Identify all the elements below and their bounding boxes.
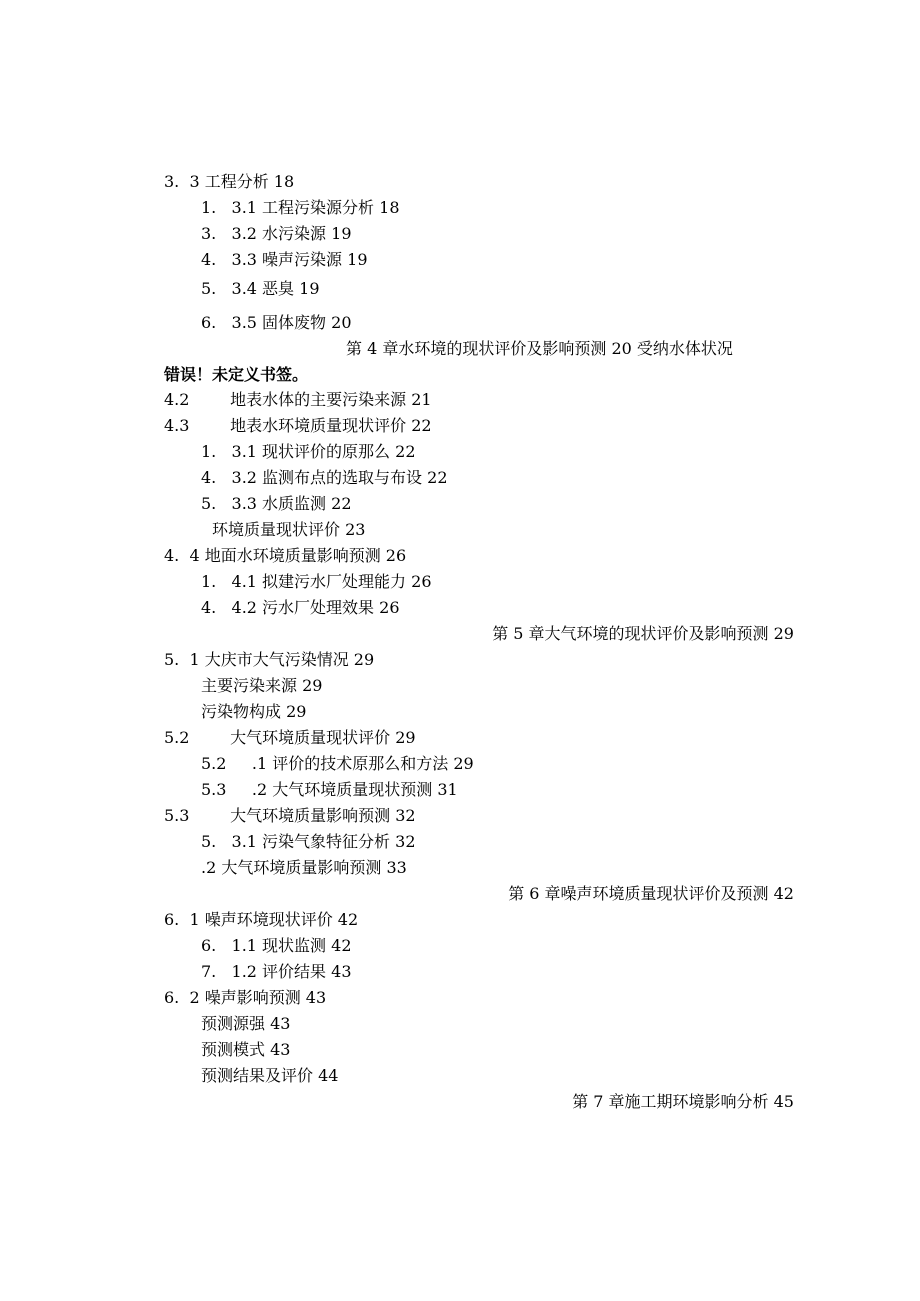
toc-entry-6-1-1: 6. 1.1 现状监测 42 <box>201 936 352 955</box>
toc-entry-6-1-2: 7. 1.2 评价结果 43 <box>201 962 352 981</box>
toc-entry-4-3-3: 5. 3.3 水质监测 22 <box>201 494 352 513</box>
toc-entry-6-2-2: 预测模式 43 <box>201 1040 291 1059</box>
toc-entry-5-1-1: 主要污染来源 29 <box>201 676 323 695</box>
toc-bookmark-error: 错误！未定义书签。 <box>164 365 309 384</box>
toc-entry-4-3-2: 4. 3.2 监测布点的选取与布设 22 <box>201 468 448 487</box>
toc-entry-3-3-3: 4. 3.3 噪声污染源 19 <box>201 250 368 269</box>
toc-entry-4-4-1: 1. 4.1 拟建污水厂处理能力 26 <box>201 572 432 591</box>
toc-entry-3-3-4: 5. 3.4 恶臭 19 <box>201 279 320 298</box>
toc-entry-6-2-1: 预测源强 43 <box>201 1014 291 1033</box>
toc-entry-5-1-2: 污染物构成 29 <box>201 702 307 721</box>
toc-entry-4-2: 4.2 地表水体的主要污染来源 21 <box>164 390 432 409</box>
toc-entry-5-2-2: 5.3 .2 大气环境质量现状预测 31 <box>201 780 458 799</box>
toc-entry-4-3: 4.3 地表水环境质量现状评价 22 <box>164 416 432 435</box>
toc-entry-4-4: 4. 4 地面水环境质量影响预测 26 <box>164 546 407 565</box>
toc-entry-3-3: 3. 3 工程分析 18 <box>164 172 295 191</box>
toc-entry-5-2-1: 5.2 .1 评价的技术原那么和方法 29 <box>201 754 474 773</box>
toc-entry-5-3: 5.3 大气环境质量影响预测 32 <box>164 806 416 825</box>
toc-entry-3-3-1: 1. 3.1 工程污染源分析 18 <box>201 198 400 217</box>
toc-entry-4-4-2: 4. 4.2 污水厂处理效果 26 <box>201 598 400 617</box>
toc-chapter-7: 第 7 章施工期环境影响分析 45 <box>572 1092 794 1111</box>
toc-entry-3-3-5: 6. 3.5 固体废物 20 <box>201 313 352 332</box>
toc-chapter-5: 第 5 章大气环境的现状评价及影响预测 29 <box>492 624 794 643</box>
toc-entry-5-1: 5. 1 大庆市大气污染情况 29 <box>164 650 375 669</box>
toc-entry-6-2: 6. 2 噪声影响预测 43 <box>164 988 327 1007</box>
toc-entry-3-3-2: 3. 3.2 水污染源 19 <box>201 224 352 243</box>
toc-entry-5-3-2: .2 大气环境质量影响预测 33 <box>201 858 407 877</box>
toc-entry-5-3-1: 5. 3.1 污染气象特征分析 32 <box>201 832 416 851</box>
toc-entry-6-1: 6. 1 噪声环境现状评价 42 <box>164 910 359 929</box>
toc-chapter-6: 第 6 章噪声环境质量现状评价及预测 42 <box>508 884 794 903</box>
toc-entry-6-2-3: 预测结果及评价 44 <box>201 1066 339 1085</box>
toc-chapter-4: 第 4 章水环境的现状评价及影响预测 20 受纳水体状况 <box>346 339 733 358</box>
toc-entry-env-quality: 环境质量现状评价 23 <box>212 520 366 539</box>
toc-entry-5-2: 5.2 大气环境质量现状评价 29 <box>164 728 416 747</box>
toc-entry-4-3-1: 1. 3.1 现状评价的原那么 22 <box>201 442 416 461</box>
